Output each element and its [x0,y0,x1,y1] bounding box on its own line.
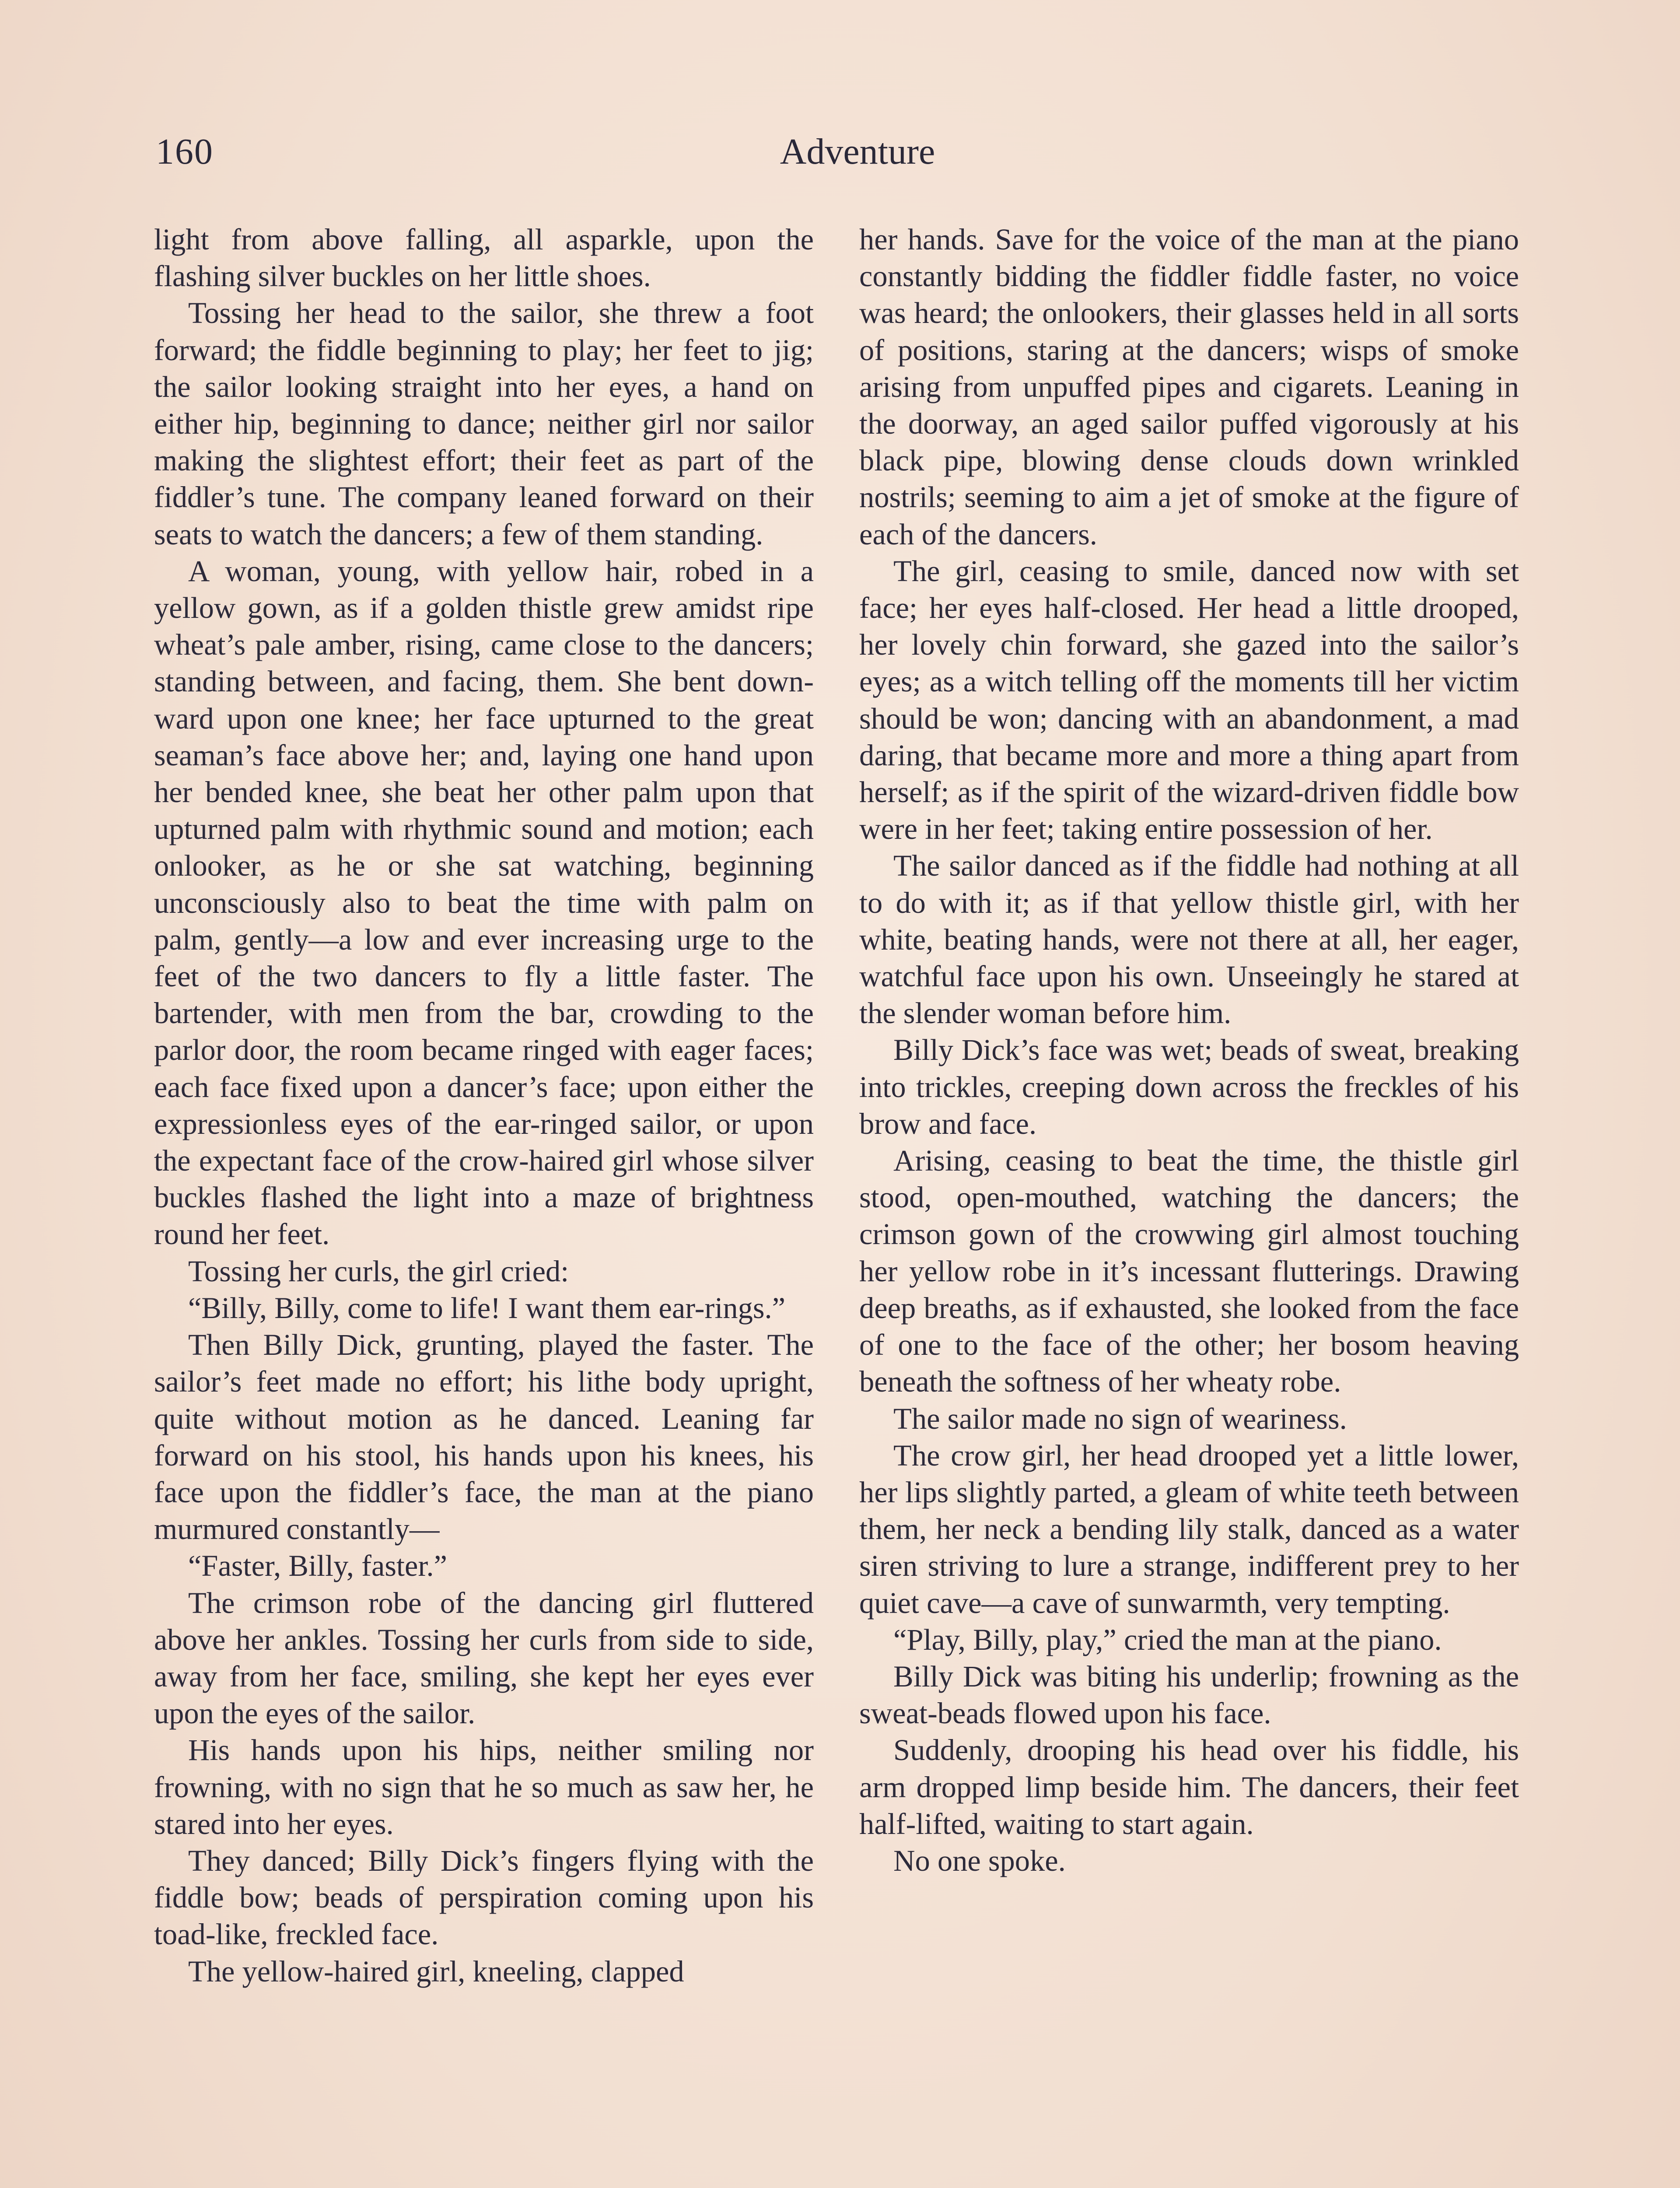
running-head-title: Adventure [780,131,935,172]
paragraph: The sailor made no sign of weariness. [893,1402,1347,1435]
paragraph: “Play, Billy, play,” cried the man at the piano. [893,1623,1442,1656]
paragraph: Then Billy Dick, grunting, played the faster. The sailor’s feet made no effort; his lithe body upright, quite without motion as he danced. Leaning far forward on his stool, his hands upon his knees, his face upon the fiddler’s face, the man at the piano murmured constantly— [154,1328,814,1546]
paragraph: her hands. Save for the voice of the man at the piano constantly bidding the fiddler fiddle faster, no voice was heard; the onlookers, their glasses held in all sorts of positions, staring at the dancers; wisps of smoke arising from unpuffed pipes and cigarets. Leaning in the doorway, an aged sailor puffed vigorously at his black pipe, blowing dense clouds down wrinkled nostrils; seeming to aim a jet of smoke at the figure of each of the dancers. [859,223,1519,551]
paragraph: Billy Dick was biting his underlip; frowning as the sweat-beads flowed upon his face. [859,1659,1519,1730]
paragraph: The sailor danced as if the fiddle had nothing at all to do with it; as if that yellow thistle girl, with her white, beating hands, were not there at all, her eager, watchful face upon his own. Unseeingly he stared at the slender woman before him. [859,849,1519,1030]
paragraph: The crow girl, her head drooped yet a little lower, her lips slightly parted, a gleam of white teeth between them, her neck a bending lily stalk, danced as a water siren striving to lure a strange, indifferent prey to her quiet cave—a cave of sunwarmth, very tempting. [859,1438,1519,1620]
paragraph: A woman, young, with yellow hair, robed in a yellow gown, as if a golden thistle grew amidst ripe wheat’s pale amber, rising, came close to the dancers; standing between, and facing, them. She bent downward upon one knee; her face upturned to the great seaman’s face above her; and, laying one hand upon her bended knee, she beat her other palm upon that upturned palm with rhythmic sound and motion; each onlooker, as he or she sat watching, beginning unconsciously also to beat the time with palm on palm, gently—a low and ever increasing urge to the feet of the two dancers to fly a little faster. The bartender, with men from the bar, crowding to the parlor door, the room became ringed with eager faces; each face fixed upon a dancer’s face; upon either the expressionless eyes of the ear-ringed sailor, or upon the expectant face of the crow-haired girl whose silver buckles flashed the light into a maze of brightness round her feet. [154,554,814,1251]
paragraph: They danced; Billy Dick’s fingers flying with the fiddle bow; beads of perspiration coming upon his toad-like, freckled face. [154,1844,814,1951]
paragraph: Arising, ceasing to beat the time, the thistle girl stood, open-mouthed, watching the dancers; the crimson gown of the crowwing girl almost touching her yellow robe in it’s incessant flutterings. Drawing deep breaths, as if exhausted, she looked from the face of one to the face of the other; her bosom heaving beneath the softness of her wheaty robe. [859,1144,1519,1399]
paragraph: No one spoke. [893,1844,1066,1877]
left-column [154,221,814,1990]
page-number: 160 [156,131,214,172]
paragraph: Billy Dick’s face was wet; beads of sweat, breaking into trickles, creeping down across the freckles of his brow and face. [859,1033,1519,1140]
paragraph: Suddenly, drooping his head over his fiddle, his arm dropped limp beside him. The dancers, their feet half-lifted, waiting to start again. [859,1733,1519,1841]
paragraph: light from above falling, all asparkle, upon the flashing silver buckles on her little shoes. [154,223,814,293]
right-column [859,221,1519,1879]
paragraph: The girl, ceasing to smile, danced now with set face; her eyes half-closed. Her head a little drooped, her lovely chin forward, she gazed into the sailor’s eyes; as a witch telling off the moments till her victim should be won; dancing with an abandonment, a mad daring, that became more and more a thing apart from herself; as if the spirit of the wizard-driven fiddle bow were in her feet; taking entire possession of her. [859,554,1519,846]
paragraph: His hands upon his hips, neither smiling nor frowning, with no sign that he so much as saw her, he stared into her eyes. [154,1733,814,1841]
paragraph: The yellow-haired girl, kneeling, clapped [188,1954,684,1988]
paragraph: Tossing her head to the sailor, she threw a foot forward; the fiddle beginning to play; her feet to jig; the sailor looking straight into her eyes, a hand on either hip, beginning to dance; neither girl nor sailor making the slightest effort; their feet as part of the fiddler’s tune. The company leaned forward on their seats to watch the dancers; a few of them standing. [154,296,814,551]
paragraph: Tossing her curls, the girl cried: [188,1254,569,1288]
paragraph: The crimson robe of the dancing girl fluttered above her ankles. Tossing her curls from side to side, away from her face, smiling, she kept her eyes ever upon the eyes of the sailor. [154,1586,814,1730]
paragraph: “Faster, Billy, faster.” [188,1549,448,1583]
paragraph: “Billy, Billy, come to life! I want them ear-rings.” [188,1291,786,1325]
